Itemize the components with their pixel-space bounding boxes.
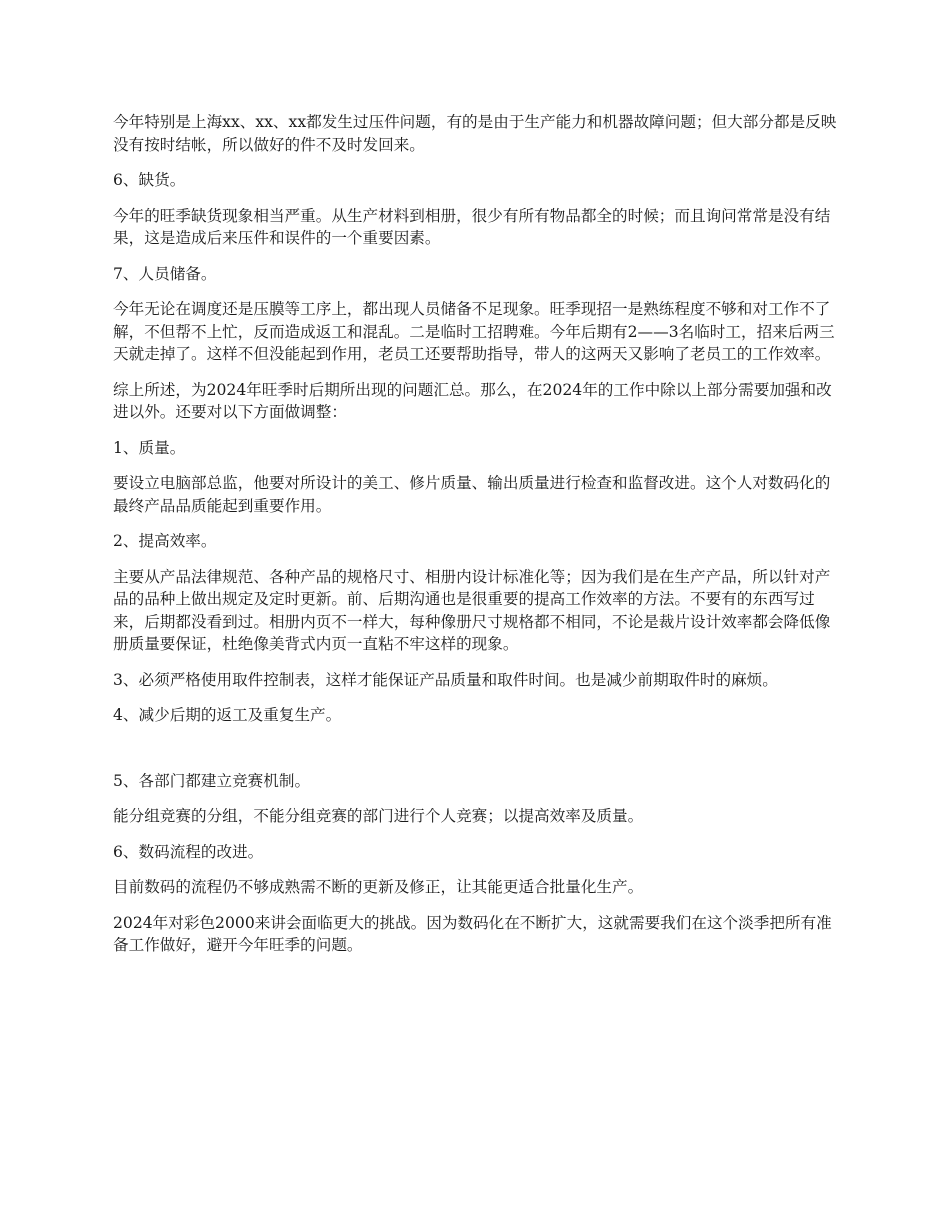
paragraph-reduce-rework: 4、减少后期的返工及重复生产。: [113, 706, 342, 724]
paragraph-staff-reserve: 今年无论在调度还是压膜等工序上，都出现人员储备不足现象。旺季现招一是熟练程度不够和对工作不了解，不但帮不上忙，反而造成返工和混乱。二是临时工招聘难。今年后期有2——3名临时工，招来后两三天就走掉了。这样不但没能起到作用，老员工还要帮助指导，带人的这两天又影响了老员工的工作效率。: [113, 300, 835, 363]
heading-quality: 1、质量。: [113, 438, 186, 457]
paragraph-shortage: 今年的旺季缺货现象相当严重。从生产材料到相册，很少有所有物品都全的时候；而且询问常常是没有结果，这是造成后来压件和误件的一个重要因素。: [113, 206, 831, 247]
heading-efficiency: 2、提高效率。: [113, 532, 217, 550]
paragraph-summary: 综上所述，为2024年旺季时后期所出现的问题汇总。那么，在2024年的工作中除以上部分需要加强和改进以外。还要对以下方面做调整：: [113, 380, 832, 421]
paragraph-pressed-orders: 今年特别是上海xx、xx、xx都发生过压件问题，有的是由于生产能力和机器故障问题；但大部分都是反映没有按时结帐，所以做好的件不及时发回来。: [113, 113, 837, 154]
paragraph-digital-process: 目前数码的流程仍不够成熟需不断的更新及修正，让其能更适合批量化生产。: [113, 878, 644, 896]
heading-digital-process: 6、数码流程的改进。: [113, 842, 264, 861]
paragraph-efficiency: 主要从产品法律规范、各种产品的规格尺寸、相册内设计标准化等；因为我们是在生产产品，所以针对产品的品种上做出规定及定时更新。前、后期沟通也是很重要的提高工作效率的方法。不要有的东西写过来，后期都没看到过。相册内页不一样大，每种像册尺寸规格都不相同，不论是裁片设计效率都会降低像册质量要保证，杜绝像美背式内页一直粘不牢这样的现象。: [113, 567, 831, 653]
heading-shortage: 6、缺货。: [113, 171, 186, 189]
heading-competition: 5、各部门都建立竞赛机制。: [113, 771, 311, 790]
paragraph-competition: 能分组竞赛的分组，不能分组竞赛的部门进行个人竞赛；以提高效率及质量。: [113, 807, 644, 825]
paragraph-pickup-control: 3、必须严格使用取件控制表，这样才能保证产品质量和取件时间。也是减少前期取件时的麻烦。: [113, 670, 778, 689]
paragraph-quality: 要设立电脑部总监，他要对所设计的美工、修片质量、输出质量进行检查和监督改进。这个人对数码化的最终产品品质能起到重要作用。: [113, 474, 831, 515]
heading-staff-reserve: 7、人员储备。: [113, 264, 217, 283]
paragraph-conclusion: 2024年对彩色2000来讲会面临更大的挑战。因为数码化在不断扩大，这就需要我们在这个淡季把所有准备工作做好，避开今年旺季的问题。: [113, 913, 832, 954]
document-body: [113, 111, 843, 970]
